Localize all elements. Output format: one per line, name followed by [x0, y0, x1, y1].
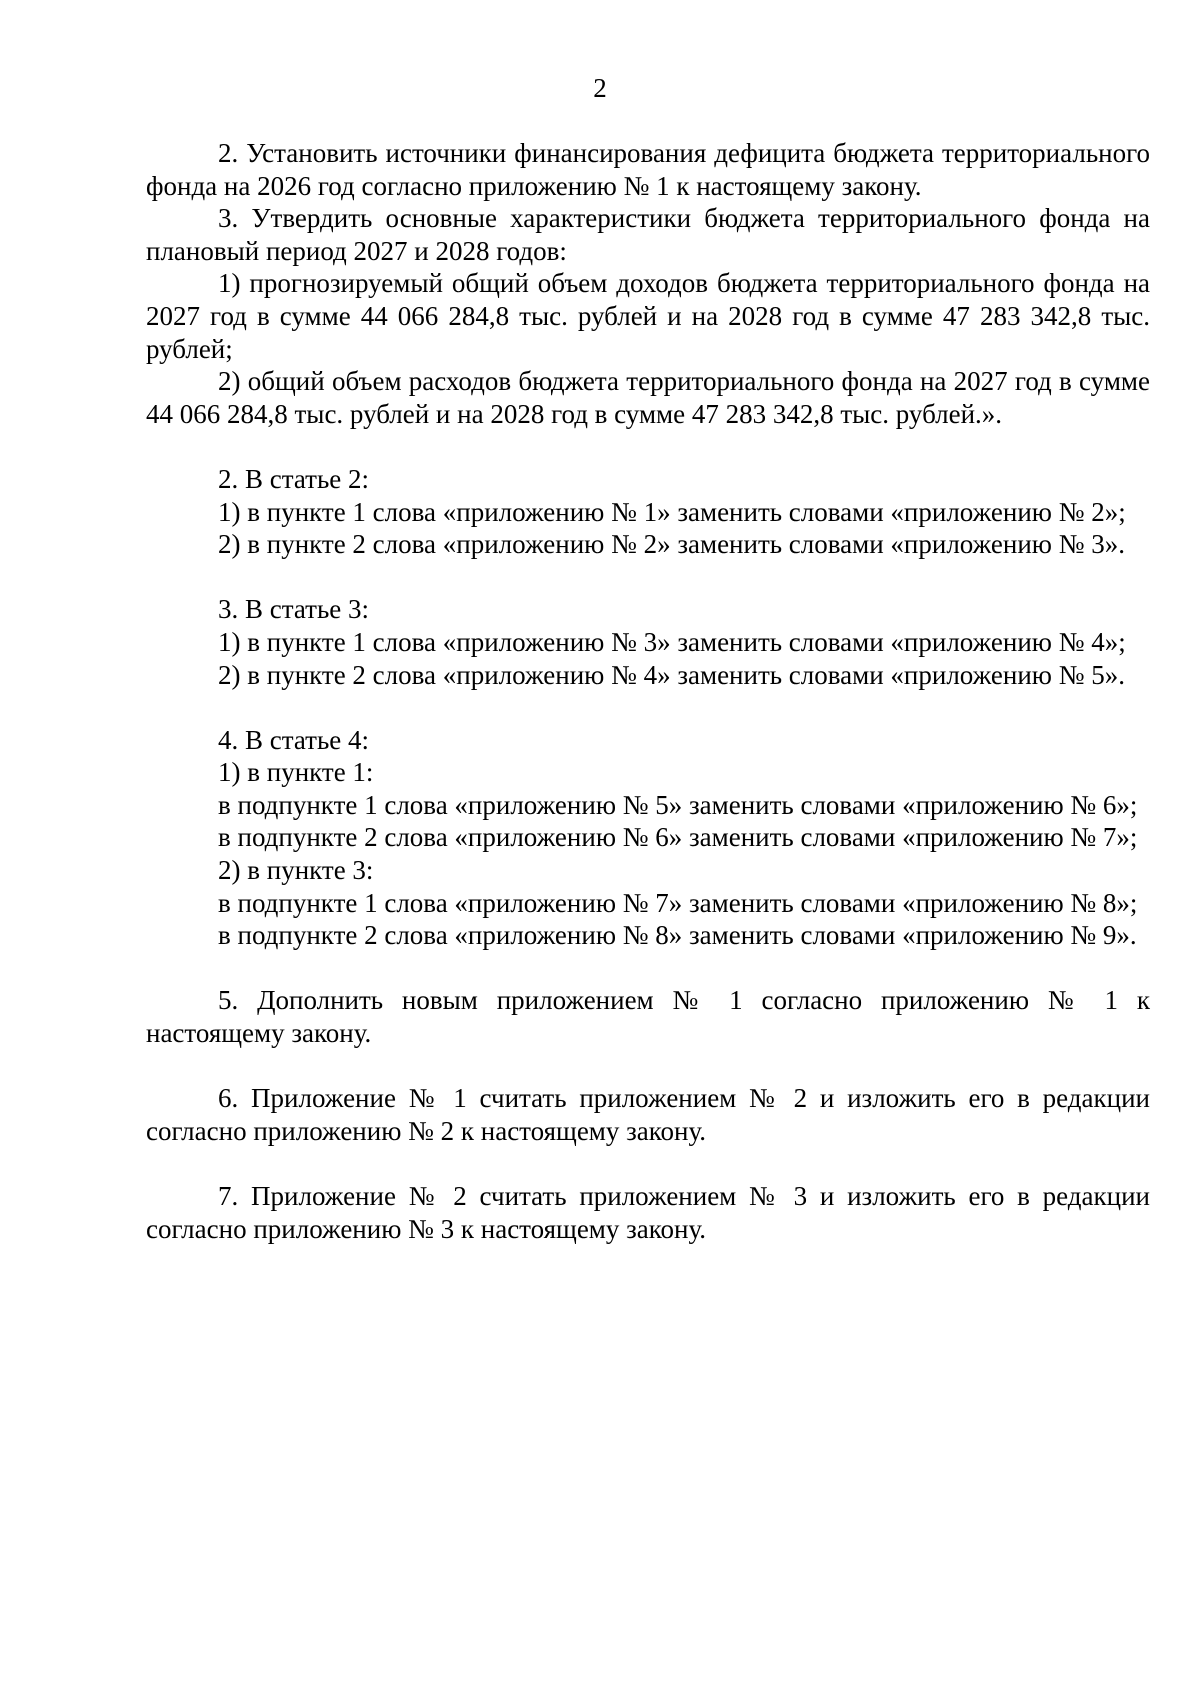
paragraph-financing-sources: 2. Установить источники финансирования дефицита бюджета территориального фонда на 2026 год согласно приложению № 1 к настоящему закону.	[146, 138, 1150, 201]
section-item-6: 6. Приложение № 1 считать приложением № 2 и изложить его в редакции согласно приложению № 2 к настоящему закону.	[146, 1083, 1150, 1146]
section-article-4: 4. В статье 4:	[218, 724, 370, 755]
paragraph-article-3-item-2: 2) в пункте 2 слова «приложению № 4» заменить словами «приложению № 5».	[218, 659, 1125, 690]
paragraph-revenues: 1) прогнозируемый общий объем доходов бюджета территориального фонда на 2027 год в сумме 44 066 284,8 тыс. рублей и на 2028 год в сумме 47 283 342,8 тыс. рублей;	[146, 268, 1150, 364]
paragraph-article-4-point-1-sub-2: в подпункте 2 слова «приложению № 6» заменить словами «приложению № 7»;	[218, 822, 1138, 853]
paragraph-article-4-point-3-sub-2: в подпункте 2 слова «приложению № 8» заменить словами «приложению № 9».	[218, 920, 1137, 951]
document-body	[146, 137, 1150, 1245]
paragraph-article-4-point-3: 2) в пункте 3:	[218, 855, 374, 886]
paragraph-article-2-item-2: 2) в пункте 2 слова «приложению № 2» заменить словами «приложению № 3».	[218, 529, 1125, 560]
paragraph-main-characteristics: 3. Утвердить основные характеристики бюджета территориального фонда на плановый период 2027 и 2028 годов:	[146, 203, 1150, 266]
paragraph-article-4-point-1-sub-1: в подпункте 1 слова «приложению № 5» заменить словами «приложению № 6»;	[218, 789, 1138, 820]
section-article-2: 2. В статье 2:	[218, 463, 370, 494]
paragraph-article-2-item-1: 1) в пункте 1 слова «приложению № 1» заменить словами «приложению № 2»;	[218, 496, 1126, 527]
paragraph-article-4-point-3-sub-1: в подпункте 1 слова «приложению № 7» заменить словами «приложению № 8»;	[218, 887, 1138, 918]
section-article-3: 3. В статье 3:	[218, 594, 370, 625]
paragraph-expenses: 2) общий объем расходов бюджета территориального фонда на 2027 год в сумме 44 066 284,8 тыс. рублей и на 2028 год в сумме 47 283 342,8 тыс. рублей.».	[146, 366, 1150, 429]
page-number: 2	[593, 73, 607, 103]
section-item-5: 5. Дополнить новым приложением № 1 согласно приложению № 1 к настоящему закону.	[146, 985, 1150, 1049]
section-item-7: 7. Приложение № 2 считать приложением № 3 и изложить его в редакции согласно приложению № 3 к настоящему закону.	[146, 1181, 1150, 1244]
paragraph-article-4-point-1: 1) в пункте 1:	[218, 757, 374, 788]
paragraph-article-3-item-1: 1) в пункте 1 слова «приложению № 3» заменить словами «приложению № 4»;	[218, 626, 1126, 657]
